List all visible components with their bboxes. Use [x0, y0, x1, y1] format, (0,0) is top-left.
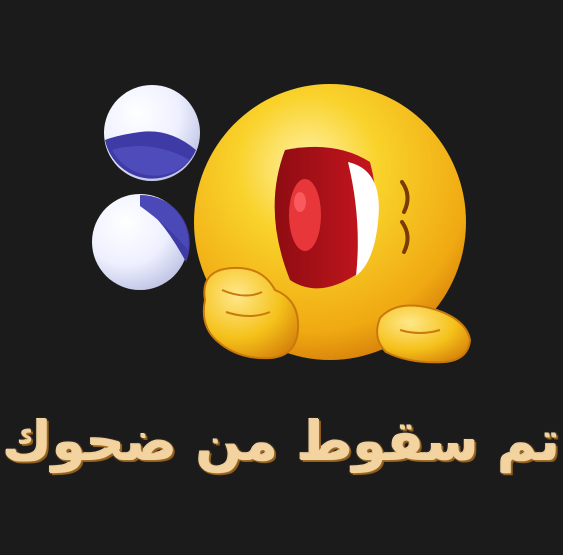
meme-caption: تم سقوط من ضحوك	[2, 410, 561, 473]
eyeball-top	[104, 85, 200, 181]
eyeball-bottom	[92, 194, 190, 290]
